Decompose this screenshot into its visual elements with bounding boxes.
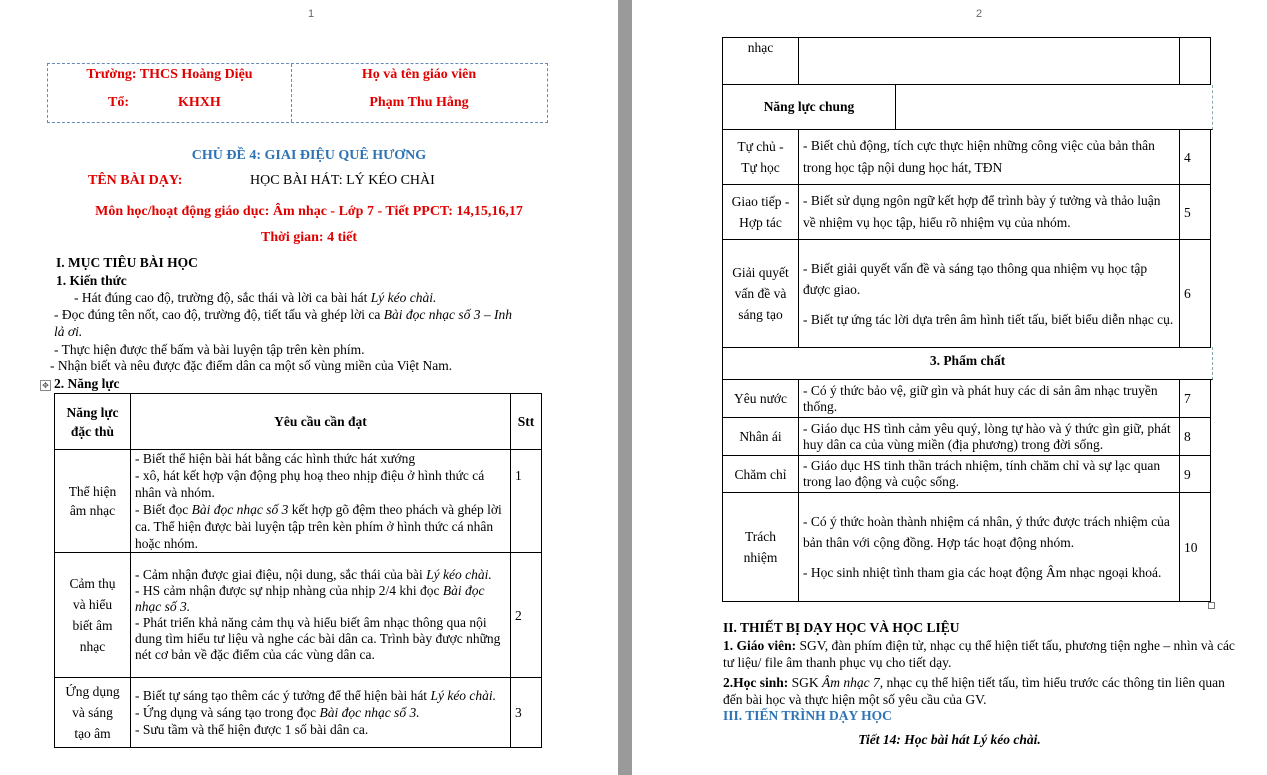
- group-value: KHXH: [178, 95, 221, 110]
- stt-cell: [1180, 38, 1211, 85]
- requirement-cell: - Biết thể hiện bài hát bằng các hình thức hát xướng - xô, hát kết hợp vận động phụ hoạ theo nhịp điệu ở hình thức cá nhân và nhóm. - Biết đọc Bài đọc nhạc số 3 kết hợp gõ đệm theo phách và ghép lời ca. Thể hiện được bài luyện tập trên kèn phím ở hình thức cá nhân hoặc nhóm.: [131, 450, 511, 553]
- table-row: [723, 185, 1211, 240]
- general-competence-table: [722, 37, 1211, 85]
- requirement-cell: - Có ý thức hoàn thành nhiệm cá nhân, ý thức được trách nhiệm của bản thân với cộng đồng. Hợp tác hoạt động nhóm. - Học sinh nhiệt tình tham gia các hoạt động Âm nhạc ngoại khoá.: [799, 493, 1180, 602]
- competence-name: Tự chủ - Tự học: [723, 130, 799, 185]
- table-resize-handle[interactable]: [1208, 602, 1215, 609]
- header-cell-stt: Stt: [511, 394, 542, 450]
- knowledge-item-2: - Đọc đúng tên nốt, cao độ, trường độ, tiết tấu và ghép lời ca Bài đọc nhạc số 3 – Inh lả ơi.: [54, 307, 512, 339]
- table-move-handle[interactable]: ✥: [40, 380, 51, 391]
- knowledge-item-1: - Hát đúng cao độ, trường độ, sắc thái và lời ca bài hát Lý kéo chài.: [74, 290, 437, 305]
- header-cell-requirement: Yêu cầu cần đạt: [131, 394, 511, 450]
- stt-cell: 9: [1180, 456, 1211, 493]
- competence-title: 2. Năng lực: [54, 376, 120, 391]
- stt-cell: 8: [1180, 418, 1211, 456]
- table-row: [723, 130, 1211, 185]
- quality-name: Yêu nước: [723, 380, 799, 418]
- quality-name: Chăm chỉ: [723, 456, 799, 493]
- table-header-row: [55, 394, 542, 450]
- page-number: 2: [976, 8, 983, 20]
- header-cell-competence: Năng lực đặc thù: [55, 394, 131, 450]
- quality-name: Trách nhiệm: [723, 493, 799, 602]
- requirement-cell: - Giáo dục HS tình cảm yêu quý, lòng tự hào và ý thức gìn giữ, phát huy dân ca của vùng miền (địa phương) trong đời sống.: [799, 418, 1180, 456]
- teacher-name: Phạm Thu Hằng: [369, 95, 469, 110]
- quality-heading: 3. Phẩm chất: [722, 347, 1213, 380]
- competence-name: Thể hiện âm nhạc: [55, 450, 131, 553]
- stt-cell: 7: [1180, 380, 1211, 418]
- stt-cell: 10: [1180, 493, 1211, 602]
- competence-name: Giải quyết vấn đề và sáng tạo: [723, 240, 799, 348]
- section2-title: II. THIẾT BỊ DẠY HỌC VÀ HỌC LIỆU: [723, 620, 960, 635]
- topic-title: CHỦ ĐỀ 4: GIAI ĐIỆU QUÊ HƯƠNG: [191, 148, 427, 163]
- quality-name: Nhân ái: [723, 418, 799, 456]
- general-rows-table: [722, 129, 1211, 348]
- section3-title: III. TIẾN TRÌNH DẠY HỌC: [723, 708, 892, 723]
- table-row: [723, 38, 1211, 85]
- stt-cell: 3: [511, 678, 542, 748]
- table-row: [55, 553, 542, 678]
- stt-cell: 4: [1180, 130, 1211, 185]
- duration: Thời gian: 4 tiết: [260, 230, 358, 245]
- requirement-cell: - Biết chủ động, tích cực thực hiện những công việc của bản thân trong học tập nội dung học hát, TĐN: [799, 130, 1180, 185]
- table-row: [55, 678, 542, 748]
- requirement-cell: - Biết sử dụng ngôn ngữ kết hợp để trình bày ý tưởng và thảo luận về nhiệm vụ học tập, hiểu rõ nhiệm vụ của nhóm.: [799, 185, 1180, 240]
- knowledge-title: 1. Kiến thức: [56, 273, 127, 288]
- knowledge-item-3: - Thực hiện được thế bấm và bài luyện tập trên kèn phím.: [54, 342, 365, 357]
- requirement-cell: - Giáo dục HS tinh thần trách nhiệm, tính chăm chỉ và sự lạc quan trong lao động và cuộc sống.: [799, 456, 1180, 493]
- competence-name: Cảm thụ và hiểu biết âm nhạc: [55, 553, 131, 678]
- group-label: Tổ:: [108, 95, 129, 110]
- knowledge-item-4: - Nhận biết và nêu được đặc điểm dân ca một số vùng miền của Việt Nam.: [50, 358, 453, 373]
- requirement-cell: - Biết tự sáng tạo thêm các ý tưởng để thể hiện bài hát Lý kéo chài. - Ứng dụng và sáng tạo trong đọc Bài đọc nhạc số 3. - Sưu tầm và thể hiện được 1 số bài dân ca.: [131, 678, 511, 748]
- competence-name: nhạc: [723, 38, 799, 85]
- table-row: [55, 450, 542, 553]
- lesson-14-title: Tiết 14: Học bài hát Lý kéo chài.: [858, 732, 1041, 747]
- lesson-label: TÊN BÀI DẠY:: [88, 173, 183, 188]
- competence-name: Ứng dụng và sáng tạo âm: [55, 678, 131, 748]
- table-row: [723, 493, 1211, 602]
- page-gutter: [618, 0, 632, 775]
- competence-name: Giao tiếp - Hợp tác: [723, 185, 799, 240]
- quality-table: [722, 379, 1211, 602]
- competence-table: [54, 393, 542, 748]
- stt-cell: 5: [1180, 185, 1211, 240]
- document-page-2: [632, 0, 1267, 775]
- general-heading: Năng lực chung: [763, 99, 855, 114]
- table-row: [723, 380, 1211, 418]
- requirement-cell: - Cảm nhận được giai điệu, nội dung, sắc thái của bài Lý kéo chài. - HS cảm nhận được sự nhịp nhàng của nhịp 2/4 khi đọc Bài đọc nhạc số 3. - Phát triển khả năng cảm thụ và hiểu biết âm nhạc thông qua nội dung tìm hiểu tư liệu và nghe các bài dân ca. Trình bày được những nét cơ bản về đặc điểm của các vùng dân ca.: [131, 553, 511, 678]
- general-heading-row: [722, 85, 1213, 130]
- page-number: 1: [308, 8, 315, 20]
- subject-line: Môn học/hoạt động giáo dục: Âm nhạc - Lớp 7 - Tiết PPCT: 14,15,16,17: [95, 204, 523, 219]
- table-row: [723, 456, 1211, 493]
- table-row: [723, 418, 1211, 456]
- table-row: [723, 240, 1211, 348]
- requirement-cell: - Có ý thức bảo vệ, giữ gìn và phát huy các di sản âm nhạc truyền thống.: [799, 380, 1180, 418]
- header-box: [47, 63, 548, 123]
- section1-title: I. MỤC TIÊU BÀI HỌC: [56, 255, 198, 270]
- teacher-label: Họ và tên giáo viên: [361, 67, 477, 82]
- requirement-cell: - Biết giải quyết vấn đề và sáng tạo thông qua nhiệm vụ học tập được giao. - Biết tự ứng tác lời dựa trên âm hình tiết tấu, biết biểu diễn nhạc cụ.: [799, 240, 1180, 348]
- document-page-1: [0, 0, 618, 775]
- stt-cell: 2: [511, 553, 542, 678]
- teacher-equipment: 1. Giáo viên: SGV, đàn phím điện tử, nhạc cụ thể hiện tiết tấu, phương tiện nghe – nhìn và các tư liệu/ file âm thanh phục vụ cho tiết dạy.: [723, 638, 1235, 670]
- stt-cell: 6: [1180, 240, 1211, 348]
- heading-divider: [895, 85, 896, 129]
- lesson-name: HỌC BÀI HÁT: LÝ KÉO CHÀI: [250, 173, 435, 188]
- stt-cell: 1: [511, 450, 542, 553]
- student-equipment: 2.Học sinh: SGK Âm nhạc 7, nhạc cụ thể hiện tiết tấu, tìm hiểu trước các thông tin liên quan đến bài học và thực hiện một số yêu cầu của GV.: [723, 675, 1225, 707]
- requirement-cell: [799, 38, 1180, 85]
- school-name: Trường: THCS Hoàng Diệu: [86, 67, 253, 82]
